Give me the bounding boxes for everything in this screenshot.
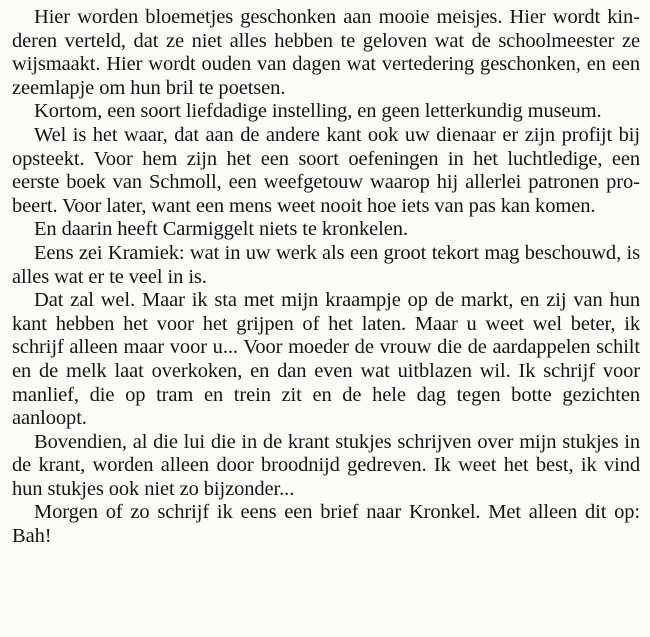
paragraph: Wel is het waar, dat aan de andere kant ook uw dienaar er zijn profijt bij opsteekt. Voor hem zijn het een soort oefeningen in het luchtledige, een eerste boek van Schmoll, een weefgetouw waarop hij allerlei patronen probeert. Voor later, want een mens weet nooit hoe iets van pas kan komen. [12,123,640,217]
paragraph: Hier worden bloemetjes geschonken aan mooie meisjes. Hier wordt kinderen verteld, dat ze niet alles hebben te geloven wat de schoolmeester ze wijsmaakt. Hier wordt ouden van dagen wat vertedering geschonken, en een zeemlapje om hun bril te poetsen. [12,6,640,99]
body-text [12,6,640,549]
paragraph: Bovendien, al die lui die in de krant stukjes schrijven over mijn stukjes in de krant, worden alleen door broodnijd gedreven. Ik weet het best, ik vind hun stukjes ook niet zo bijzonder... [12,430,640,500]
paragraph: Morgen of zo schrijf ik eens een brief naar Kronkel. Met alleen dit op: Bah! [12,501,640,548]
paragraph: Eens zei Kramiek: wat in uw werk als een groot tekort mag beschouwd, is alles wat er te veel in is. [12,241,640,288]
paragraph: Dat zal wel. Maar ik sta met mijn kraampje op de markt, en zij van hun kant hebben het voor het grijpen of het laten. Maar u weet wel beter, ik schrijf alleen maar voor u... Voor moeder de vrouw die de aardappelen schilt en de melk laat overkoken, en dan even wat uitblazen wil. Ik schrijf voor manlief, die op tram en trein zit en de hele dag tegen botte gezichten aanloopt. [12,289,640,430]
paragraph: Kortom, een soort liefdadige instelling, en geen letterkundig museum. [34,100,602,123]
paragraph: En daarin heeft Carmiggelt niets te kronkelen. [34,218,408,241]
